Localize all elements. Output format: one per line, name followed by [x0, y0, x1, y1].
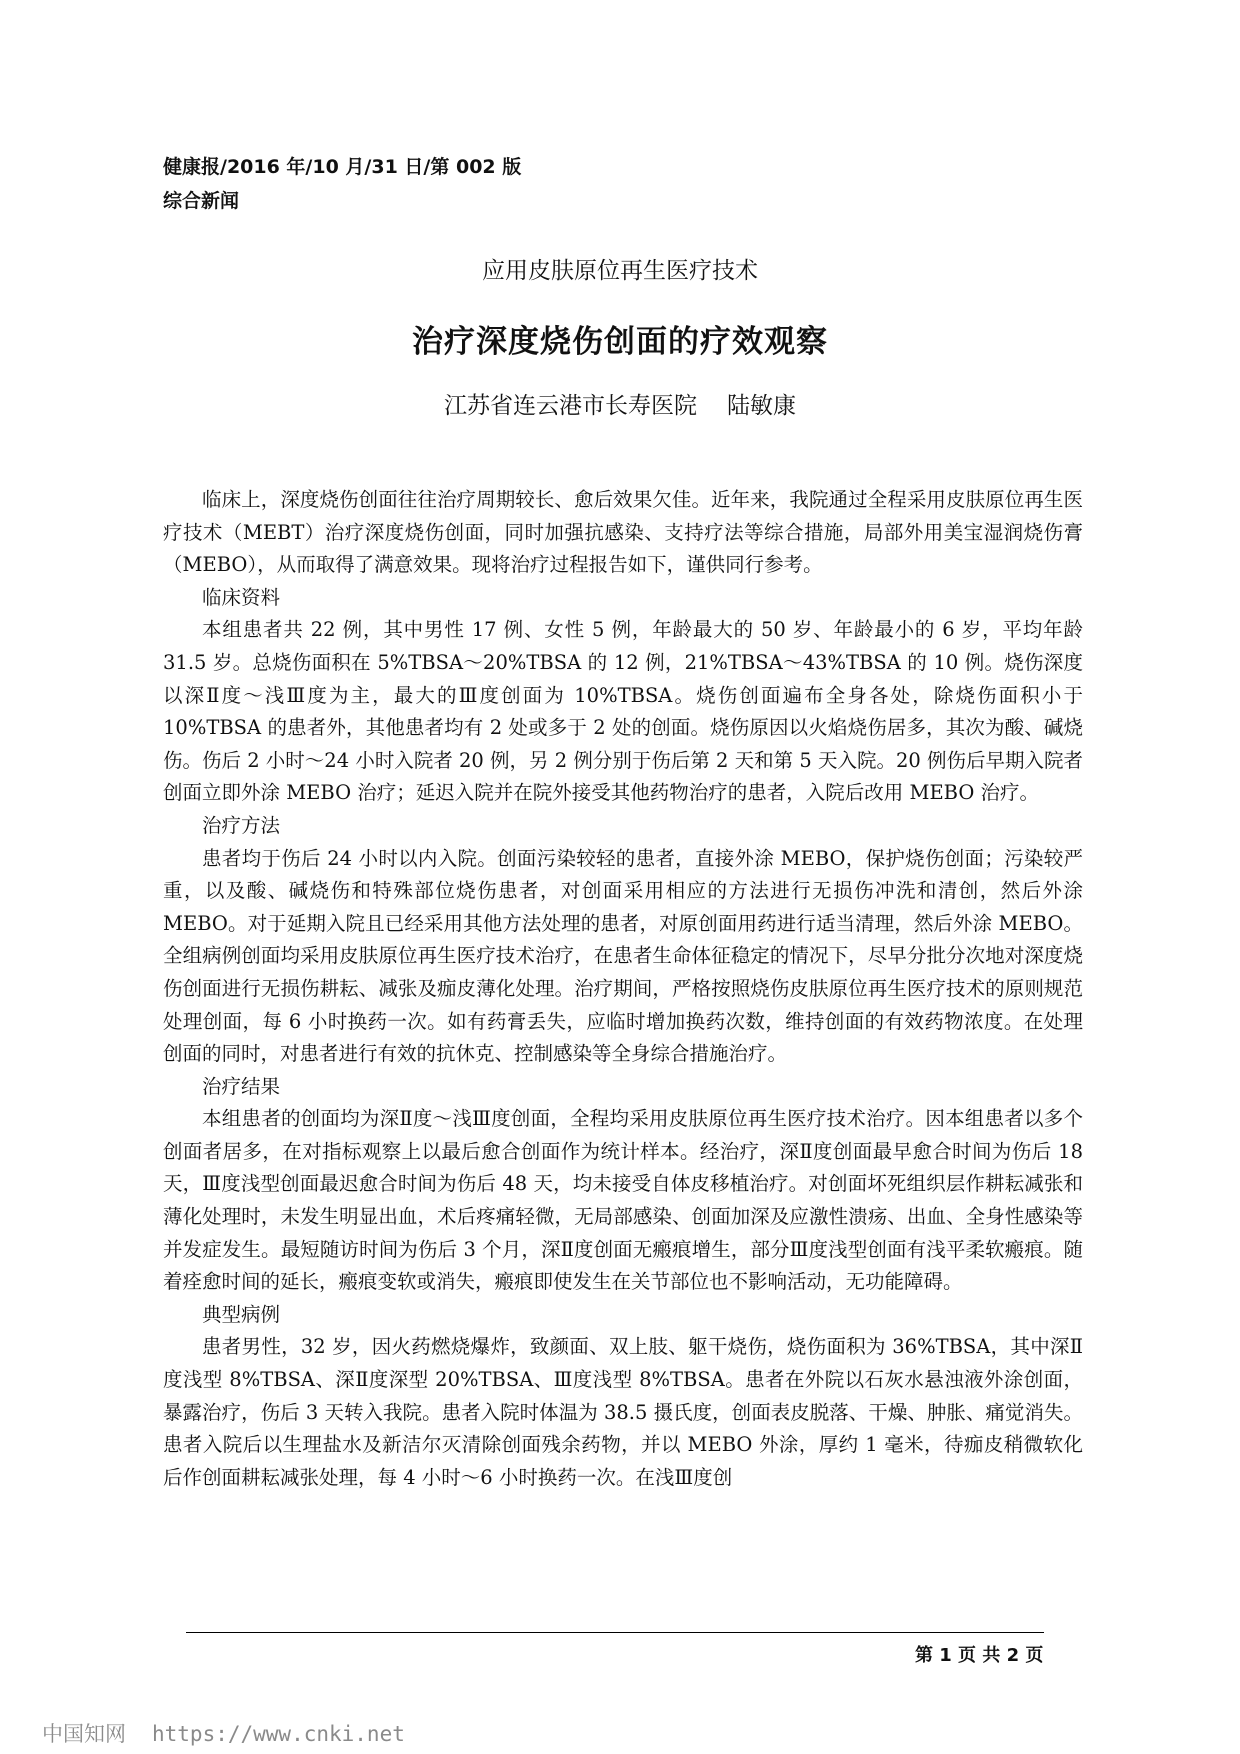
footer-divider	[186, 1632, 1044, 1633]
section-text-clinical-data: 本组患者共 22 例，其中男性 17 例、女性 5 例，年龄最大的 50 岁、年龄最小的 6 岁，平均年龄 31.5 岁。总烧伤面积在 5%TBSA～20%TBSA 的 12 例，21%TBSA～43%TBSA 的 10 例。烧伤深度以深Ⅱ度～浅Ⅲ度为主，最大的Ⅲ度创面为 10%TBSA。烧伤创面遍布全身各处，除烧伤面积小于 10%TBSA 的患者外，其他患者均有 2 处或多于 2 处的创面。烧伤原因以火焰烧伤居多，其次为酸、碱烧伤。伤后 2 小时～24 小时入院者 20 例，另 2 例分别于伤后第 2 天和第 5 天入院。20 例伤后早期入院者创面立即外涂 MEBO 治疗；延迟入院并在院外接受其他药物治疗的患者，入院后改用 MEBO 治疗。	[163, 618, 1083, 805]
article-title: 治疗深度烧伤创面的疗效观察	[412, 324, 828, 360]
cnki-brand: 中国知网	[42, 1722, 126, 1746]
section-heading-typical-case: 典型病例	[202, 1302, 281, 1326]
author-line	[0, 387, 1240, 420]
publication-source: 健康报/2016 年/10 月/31 日/第 002 版	[163, 156, 522, 178]
section-heading-treatment-method: 治疗方法	[202, 813, 281, 837]
intro-paragraph: 临床上，深度烧伤创面往往治疗周期较长、愈后效果欠佳。近年来，我院通过全程采用皮肤原位再生医疗技术（MEBT）治疗深度烧伤创面，同时加强抗感染、支持疗法等综合措施，局部外用美宝湿润烧伤膏（MEBO），从而取得了满意效果。现将治疗过程报告如下，谨供同行参考。	[163, 488, 1083, 577]
section-text-treatment-method: 患者均于伤后 24 小时以内入院。创面污染较轻的患者，直接外涂 MEBO，保护烧伤创面；污染较严重，以及酸、碱烧伤和特殊部位烧伤患者，对创面采用相应的方法进行无损伤冲洗和清创，然后外涂 MEBO。对于延期入院且已经采用其他方法处理的患者，对原创面用药进行适当清理，然后外涂 MEBO。全组病例创面均采用皮肤原位再生医疗技术治疗，在患者生命体征稳定的情况下，尽早分批分次地对深度烧伤创面进行无损伤耕耘、减张及痂皮薄化处理。治疗期间，严格按照烧伤皮肤原位再生医疗技术的原则规范处理创面，每 6 小时换药一次。如有药膏丢失，应临时增加换药次数，维持创面的有效药物浓度。在处理创面的同时，对患者进行有效的抗休克、控制感染等全身综合措施治疗。	[163, 846, 1083, 1066]
cnki-url[interactable]: https://www.cnki.net	[152, 1722, 405, 1746]
author-name: 陆敏康	[727, 393, 796, 419]
section-name: 综合新闻	[163, 190, 240, 212]
page-number: 第 1 页 共 2 页	[915, 1645, 1044, 1666]
section-text-treatment-results: 本组患者的创面均为深Ⅱ度～浅Ⅲ度创面，全程均采用皮肤原位再生医疗技术治疗。因本组患者以多个创面者居多，在对指标观察上以最后愈合创面作为统计样本。经治疗，深Ⅱ度创面最早愈合时间为伤后 18 天，Ⅲ度浅型创面最迟愈合时间为伤后 48 天，均未接受自体皮移植治疗。对创面坏死组织层作耕耘减张和薄化处理时，未发生明显出血，术后疼痛轻微，无局部感染、创面加深及应激性溃疡、出血、全身性感染等并发症发生。最短随访时间为伤后 3 个月，深Ⅱ度创面无瘢痕增生，部分Ⅲ度浅型创面有浅平柔软瘢痕。随着痊愈时间的延长，瘢痕变软或消失，瘢痕即使发生在关节部位也不影响活动，无功能障碍。	[163, 1107, 1083, 1294]
watermark-footer	[42, 1718, 405, 1748]
section-text-typical-case: 患者男性，32 岁，因火药燃烧爆炸，致颜面、双上肢、躯干烧伤，烧伤面积为 36%TBSA，其中深Ⅱ度浅型 8%TBSA、深Ⅱ度深型 20%TBSA、Ⅲ度浅型 8%TBSA。患者在外院以石灰水悬浊液外涂创面，暴露治疗，伤后 3 天转入我院。患者入院时体温为 38.5 摄氏度，创面表皮脱落、干燥、肿胀、痛觉消失。患者入院后以生理盐水及新洁尔灭清除创面残余药物，并以 MEBO 外涂，厚约 1 毫米，待痂皮稍微软化后作创面耕耘减张处理，每 4 小时～6 小时换药一次。在浅Ⅲ度创	[163, 1335, 1083, 1489]
article-subtitle: 应用皮肤原位再生医疗技术	[482, 258, 758, 284]
section-heading-treatment-results: 治疗结果	[202, 1074, 281, 1098]
author-affiliation: 江苏省连云港市长寿医院	[444, 393, 697, 419]
article-body	[163, 484, 1083, 1494]
section-heading-clinical-data: 临床资料	[202, 585, 281, 609]
